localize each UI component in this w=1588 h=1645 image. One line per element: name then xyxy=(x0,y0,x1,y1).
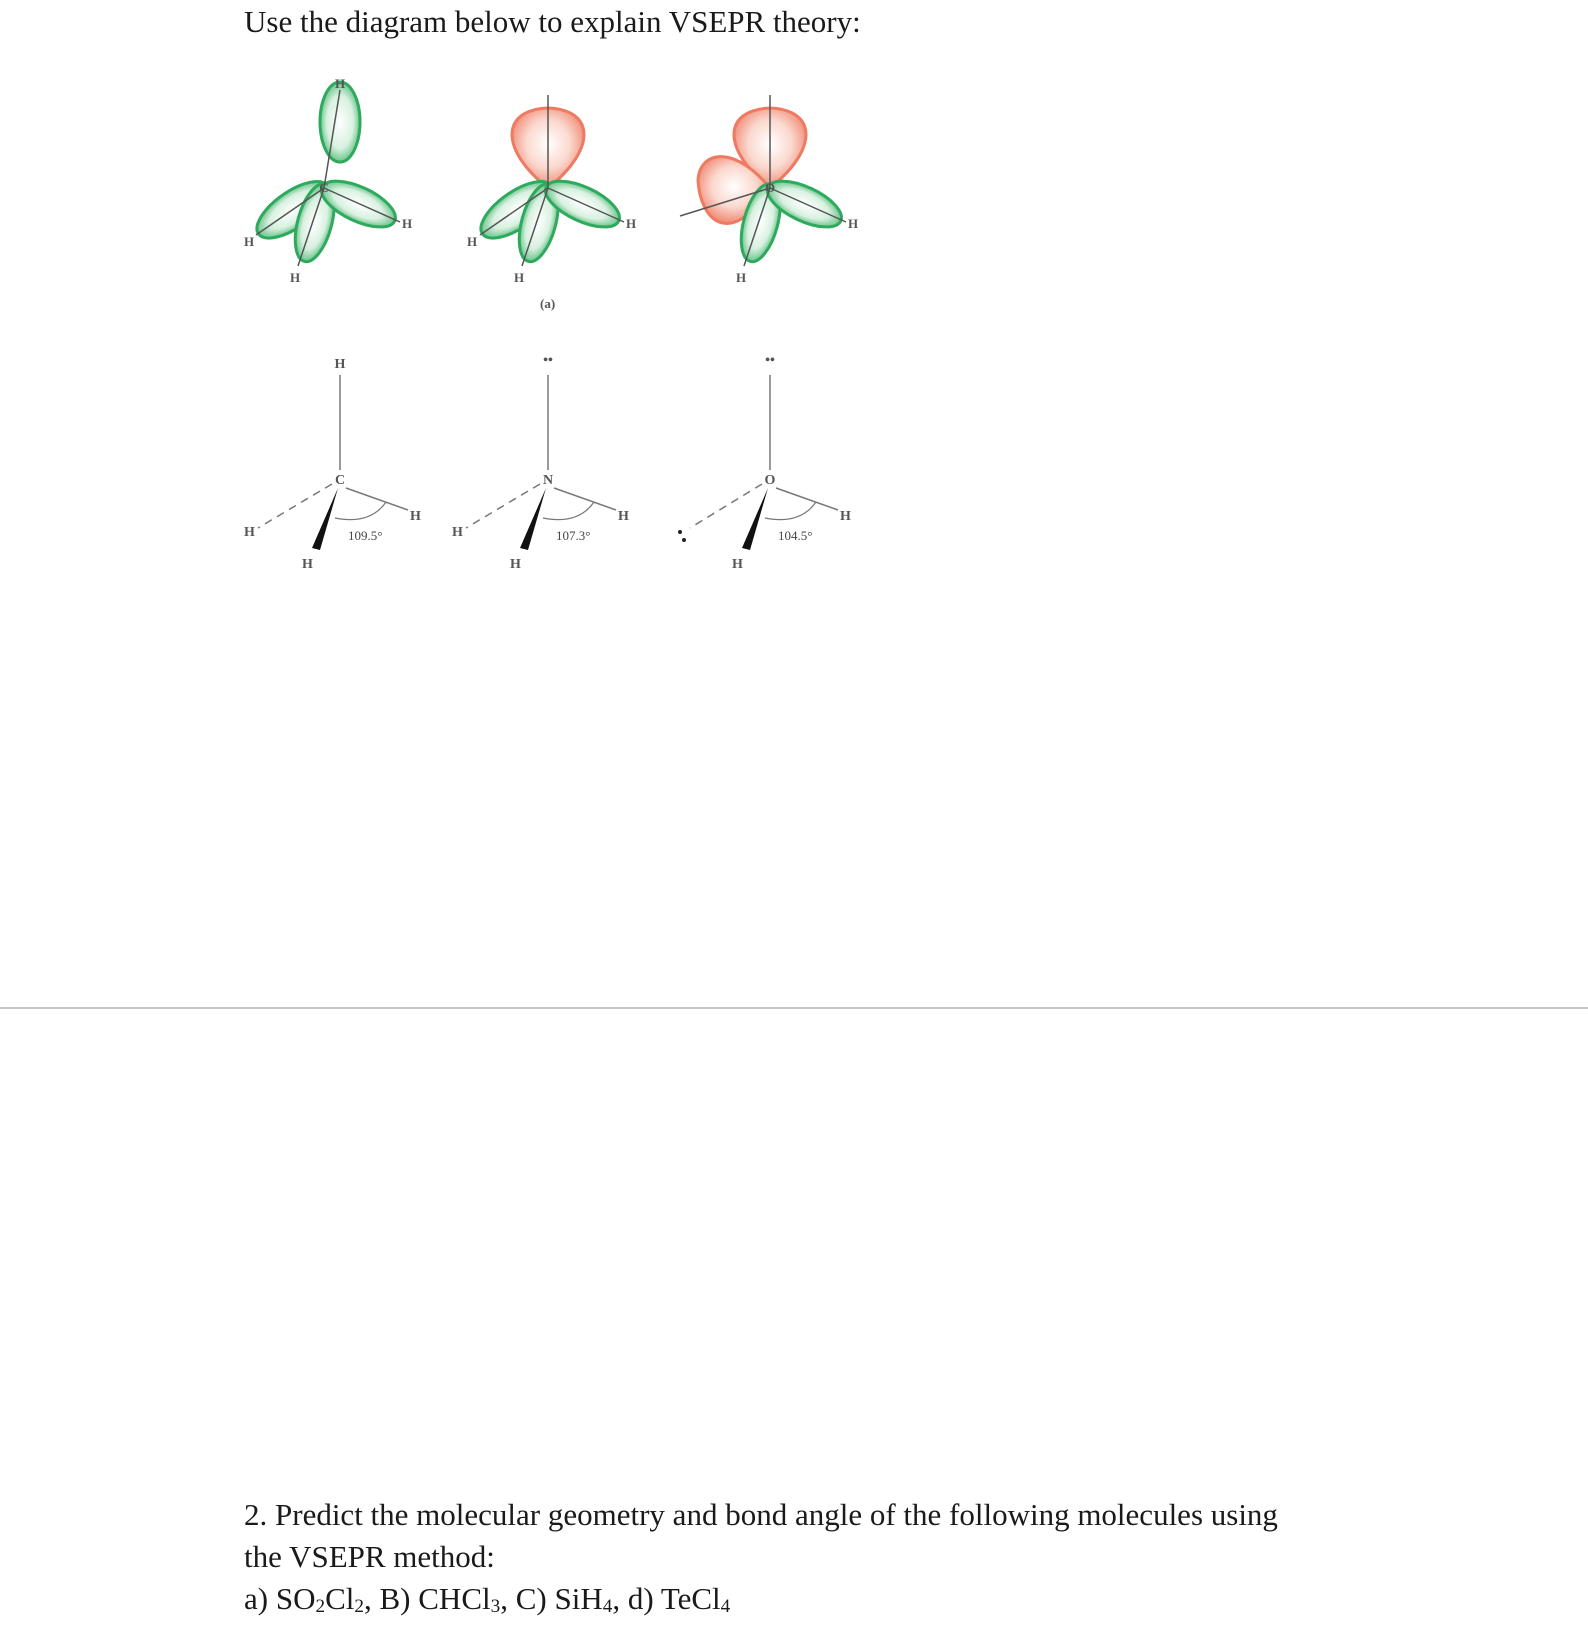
svg-text:••: •• xyxy=(765,353,775,368)
svg-text:H: H xyxy=(848,216,859,231)
svg-text:H: H xyxy=(510,557,521,572)
bond-angle-nh3: 107.3° xyxy=(556,528,591,543)
figure-caption: (a) xyxy=(540,296,556,311)
ammonia-structure xyxy=(452,353,629,572)
svg-text:H: H xyxy=(302,557,313,572)
molecule-d: d) TeCl$_4$ xyxy=(627,1581,731,1617)
svg-text:C: C xyxy=(319,180,329,195)
water-structure xyxy=(678,353,851,572)
molecule-list xyxy=(244,1578,1374,1620)
question-1-prompt: Use the diagram below to explain VSEPR theory: xyxy=(244,4,861,39)
svg-text:O: O xyxy=(764,180,776,195)
methane-orbital-model xyxy=(244,76,412,285)
svg-text:H: H xyxy=(402,216,413,231)
ammonia-orbital-model xyxy=(467,95,636,311)
svg-text:H: H xyxy=(244,525,255,540)
question-2-line-1: 2. Predict the molecular geometry and bond angle of the following molecules using xyxy=(244,1497,1278,1532)
svg-text:H: H xyxy=(244,234,255,249)
svg-text:H: H xyxy=(732,557,743,572)
svg-text:H: H xyxy=(840,509,851,524)
question-2-line-2: the VSEPR method: xyxy=(244,1539,495,1574)
svg-text:H: H xyxy=(452,525,463,540)
question-2 xyxy=(244,1494,1374,1620)
svg-text:H: H xyxy=(626,216,637,231)
svg-text:O: O xyxy=(764,473,776,488)
svg-text:H: H xyxy=(334,357,346,372)
svg-text:N: N xyxy=(542,473,554,488)
svg-text:H: H xyxy=(334,76,346,91)
bond-angle-h2o: 104.5° xyxy=(778,528,813,543)
svg-text:••: •• xyxy=(543,353,553,368)
bond-angle-ch4: 109.5° xyxy=(348,528,383,543)
methane-structure xyxy=(244,357,421,572)
vsepr-diagram xyxy=(230,70,930,590)
section-divider xyxy=(0,1007,1588,1009)
svg-text:H: H xyxy=(410,509,421,524)
svg-text:H: H xyxy=(618,509,629,524)
svg-text:H: H xyxy=(736,270,747,285)
svg-text:H: H xyxy=(467,234,478,249)
svg-text:C: C xyxy=(334,473,346,488)
molecule-a: a) $SO_2Cl_2$, xyxy=(244,1581,380,1617)
molecule-b: B) CHCl$_3$, xyxy=(379,1581,516,1617)
water-orbital-model xyxy=(680,95,858,285)
svg-text:H: H xyxy=(290,270,301,285)
svg-text:H: H xyxy=(514,270,525,285)
molecule-c: C) SiH$_4$, xyxy=(515,1581,628,1617)
